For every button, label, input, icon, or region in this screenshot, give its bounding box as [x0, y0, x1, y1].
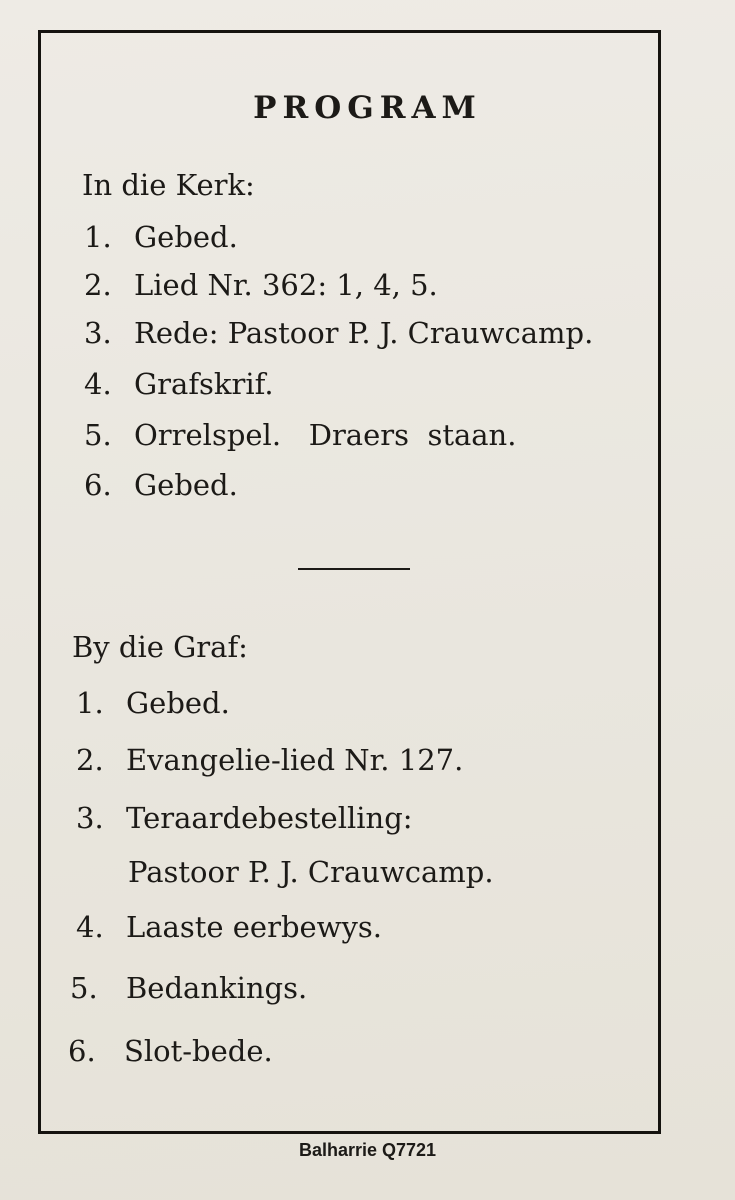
church-item-4	[84, 367, 274, 401]
item-number: 2.	[76, 743, 104, 777]
item-text: Gebed.	[134, 468, 238, 502]
item-text: Lied Nr. 362: 1, 4, 5.	[134, 268, 438, 302]
item-text: Laaste eerbewys.	[126, 910, 382, 944]
item-text: Evangelie-lied Nr. 127.	[126, 743, 464, 777]
item-number: 4.	[76, 910, 104, 944]
item-number: 5.	[84, 418, 112, 452]
church-item-1	[84, 220, 238, 254]
grave-item-3-continuation: Pastoor P. J. Crauwcamp.	[128, 855, 494, 889]
item-number: 1.	[84, 220, 112, 254]
church-item-2	[84, 268, 438, 302]
church-item-6	[84, 468, 238, 502]
item-text: Slot-bede.	[124, 1034, 273, 1068]
grave-item-5	[70, 971, 307, 1005]
item-text: Grafskrif.	[134, 367, 274, 401]
item-number: 2.	[84, 268, 112, 302]
program-title: PROGRAM	[253, 90, 482, 126]
item-number: 3.	[76, 801, 104, 835]
item-number: 1.	[76, 686, 104, 720]
grave-item-1	[76, 686, 230, 720]
item-number: 4.	[84, 367, 112, 401]
printer-imprint: Balharrie Q7721	[298, 1140, 437, 1160]
item-text: Bedankings.	[126, 971, 308, 1005]
item-text: Teraardebestelling:	[126, 801, 413, 835]
church-item-5	[84, 418, 516, 452]
grave-item-3	[76, 801, 413, 835]
church-item-3	[84, 316, 593, 350]
grave-item-2	[76, 743, 463, 777]
item-number: 5.	[70, 971, 98, 1005]
section-divider	[298, 568, 410, 570]
item-number: 6.	[84, 468, 112, 502]
church-heading: In die Kerk:	[82, 168, 255, 202]
item-number: 6.	[68, 1034, 96, 1068]
item-text: Orrelspel. Draers staan.	[134, 418, 517, 452]
item-text: Gebed.	[126, 686, 230, 720]
item-text: Rede: Pastoor P. J. Crauwcamp.	[134, 316, 594, 350]
item-text: Gebed.	[134, 220, 238, 254]
grave-heading: By die Graf:	[72, 630, 248, 664]
grave-item-6	[68, 1034, 273, 1068]
item-number: 3.	[84, 316, 112, 350]
grave-item-4	[76, 910, 382, 944]
